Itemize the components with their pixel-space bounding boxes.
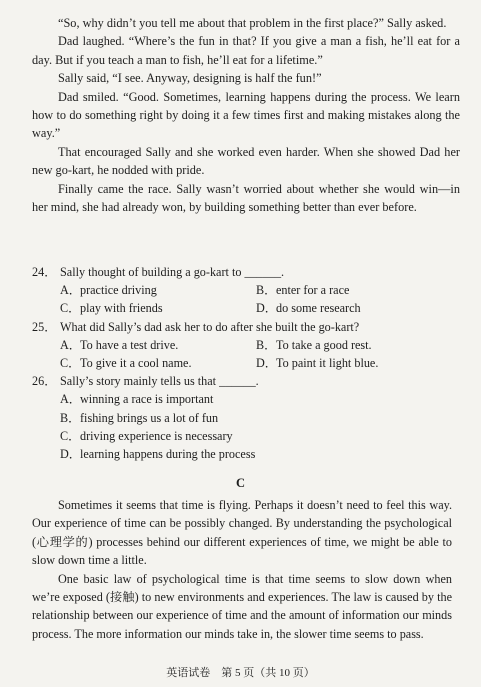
option-text: driving experience is necessary bbox=[80, 428, 233, 443]
question-stem: Sally’s story mainly tells us that ______. bbox=[60, 374, 259, 389]
question-25-options bbox=[32, 336, 462, 372]
option-d bbox=[60, 445, 462, 463]
option-b bbox=[60, 409, 462, 427]
option-letter: A． bbox=[60, 337, 81, 352]
option-text: enter for a race bbox=[276, 283, 350, 298]
option-text: do some research bbox=[276, 301, 361, 316]
option-a bbox=[60, 336, 256, 354]
option-text: To give it a cool name. bbox=[80, 356, 192, 371]
option-text: practice driving bbox=[80, 283, 157, 298]
story-paragraph: Dad smiled. “Good. Sometimes, learning happens during the process. We learn how to do something right by doing it a few times first and making mistakes along the way.” bbox=[32, 89, 460, 141]
option-letter: B． bbox=[256, 337, 277, 352]
option-c bbox=[60, 427, 462, 445]
question-26 bbox=[32, 372, 462, 390]
option-letter: D． bbox=[60, 447, 81, 462]
question-number: 25． bbox=[32, 319, 57, 334]
option-text: winning a race is important bbox=[80, 392, 214, 407]
question-stem: What did Sally’s dad ask her to do after she built the go-kart? bbox=[60, 319, 360, 334]
option-letter: D． bbox=[256, 301, 277, 316]
story-paragraph: Dad laughed. “Where’s the fun in that? If you give a man a fish, he’ll eat for a day. But if you teach a man to fish, he’ll eat for a lifetime.” bbox=[32, 34, 460, 67]
option-a bbox=[60, 281, 256, 299]
question-24-options bbox=[32, 281, 462, 317]
option-text: To paint it light blue. bbox=[276, 356, 379, 371]
option-b bbox=[256, 281, 452, 299]
option-text: play with friends bbox=[80, 301, 163, 316]
question-number: 24． bbox=[32, 265, 57, 279]
question-stem: Sally thought of building a go-kart to ______. bbox=[60, 265, 285, 279]
section-heading: C bbox=[235, 476, 246, 490]
question-26-options bbox=[32, 390, 462, 463]
option-d bbox=[256, 299, 452, 317]
story-passage bbox=[32, 14, 460, 216]
option-letter: B． bbox=[60, 410, 81, 425]
question-number: 26． bbox=[32, 374, 57, 389]
option-text: To have a test drive. bbox=[80, 337, 179, 352]
question-25 bbox=[32, 318, 462, 336]
option-text: fishing brings us a lot of fun bbox=[80, 410, 219, 425]
option-letter: C． bbox=[60, 356, 81, 371]
passage-paragraph: One basic law of psychological time is that time seems to slow down when we’re exposed (接触) to new environments and experiences. The law is caused by the relationship between our experience of time and the amount of information our minds process. The more information our minds take in, the slower time seems to pass. bbox=[32, 571, 452, 641]
option-c bbox=[60, 299, 256, 317]
question-list bbox=[32, 263, 462, 463]
option-letter: B． bbox=[256, 283, 277, 298]
story-paragraph: “So, why didn’t you tell me about that problem in the first place?” Sally asked. bbox=[58, 16, 447, 30]
option-letter: A． bbox=[60, 392, 81, 407]
option-text: learning happens during the process bbox=[80, 447, 256, 462]
question-24 bbox=[32, 263, 462, 281]
story-paragraph: Sally said, “I see. Anyway, designing is half the fun!” bbox=[58, 71, 322, 86]
option-a bbox=[60, 390, 462, 408]
passage-c bbox=[32, 496, 452, 643]
option-b bbox=[256, 336, 452, 354]
story-paragraph: That encouraged Sally and she worked even harder. When she showed Dad her new go-kart, he nodded with pride. bbox=[32, 144, 460, 178]
option-letter: A． bbox=[60, 283, 81, 298]
option-letter: D． bbox=[256, 356, 277, 371]
option-letter: C． bbox=[60, 428, 81, 443]
option-letter: C． bbox=[60, 301, 81, 316]
story-paragraph: Finally came the race. Sally wasn’t worried about whether she would win—in her mind, she had already won, by building something better than ever before. bbox=[32, 181, 460, 215]
passage-paragraph: Sometimes it seems that time is flying. Perhaps it doesn’t need to feel this way. Our experience of time can be possibly changed. By understanding the psychological (心理学的) processes behind our different experiences of time, we might be able to slow down time a little. bbox=[32, 498, 452, 568]
option-text: To take a good rest. bbox=[276, 337, 372, 352]
option-c bbox=[60, 354, 256, 372]
option-d bbox=[256, 354, 452, 372]
page-footer: 英语试卷 第 5 页（共 10 页） bbox=[166, 667, 315, 679]
